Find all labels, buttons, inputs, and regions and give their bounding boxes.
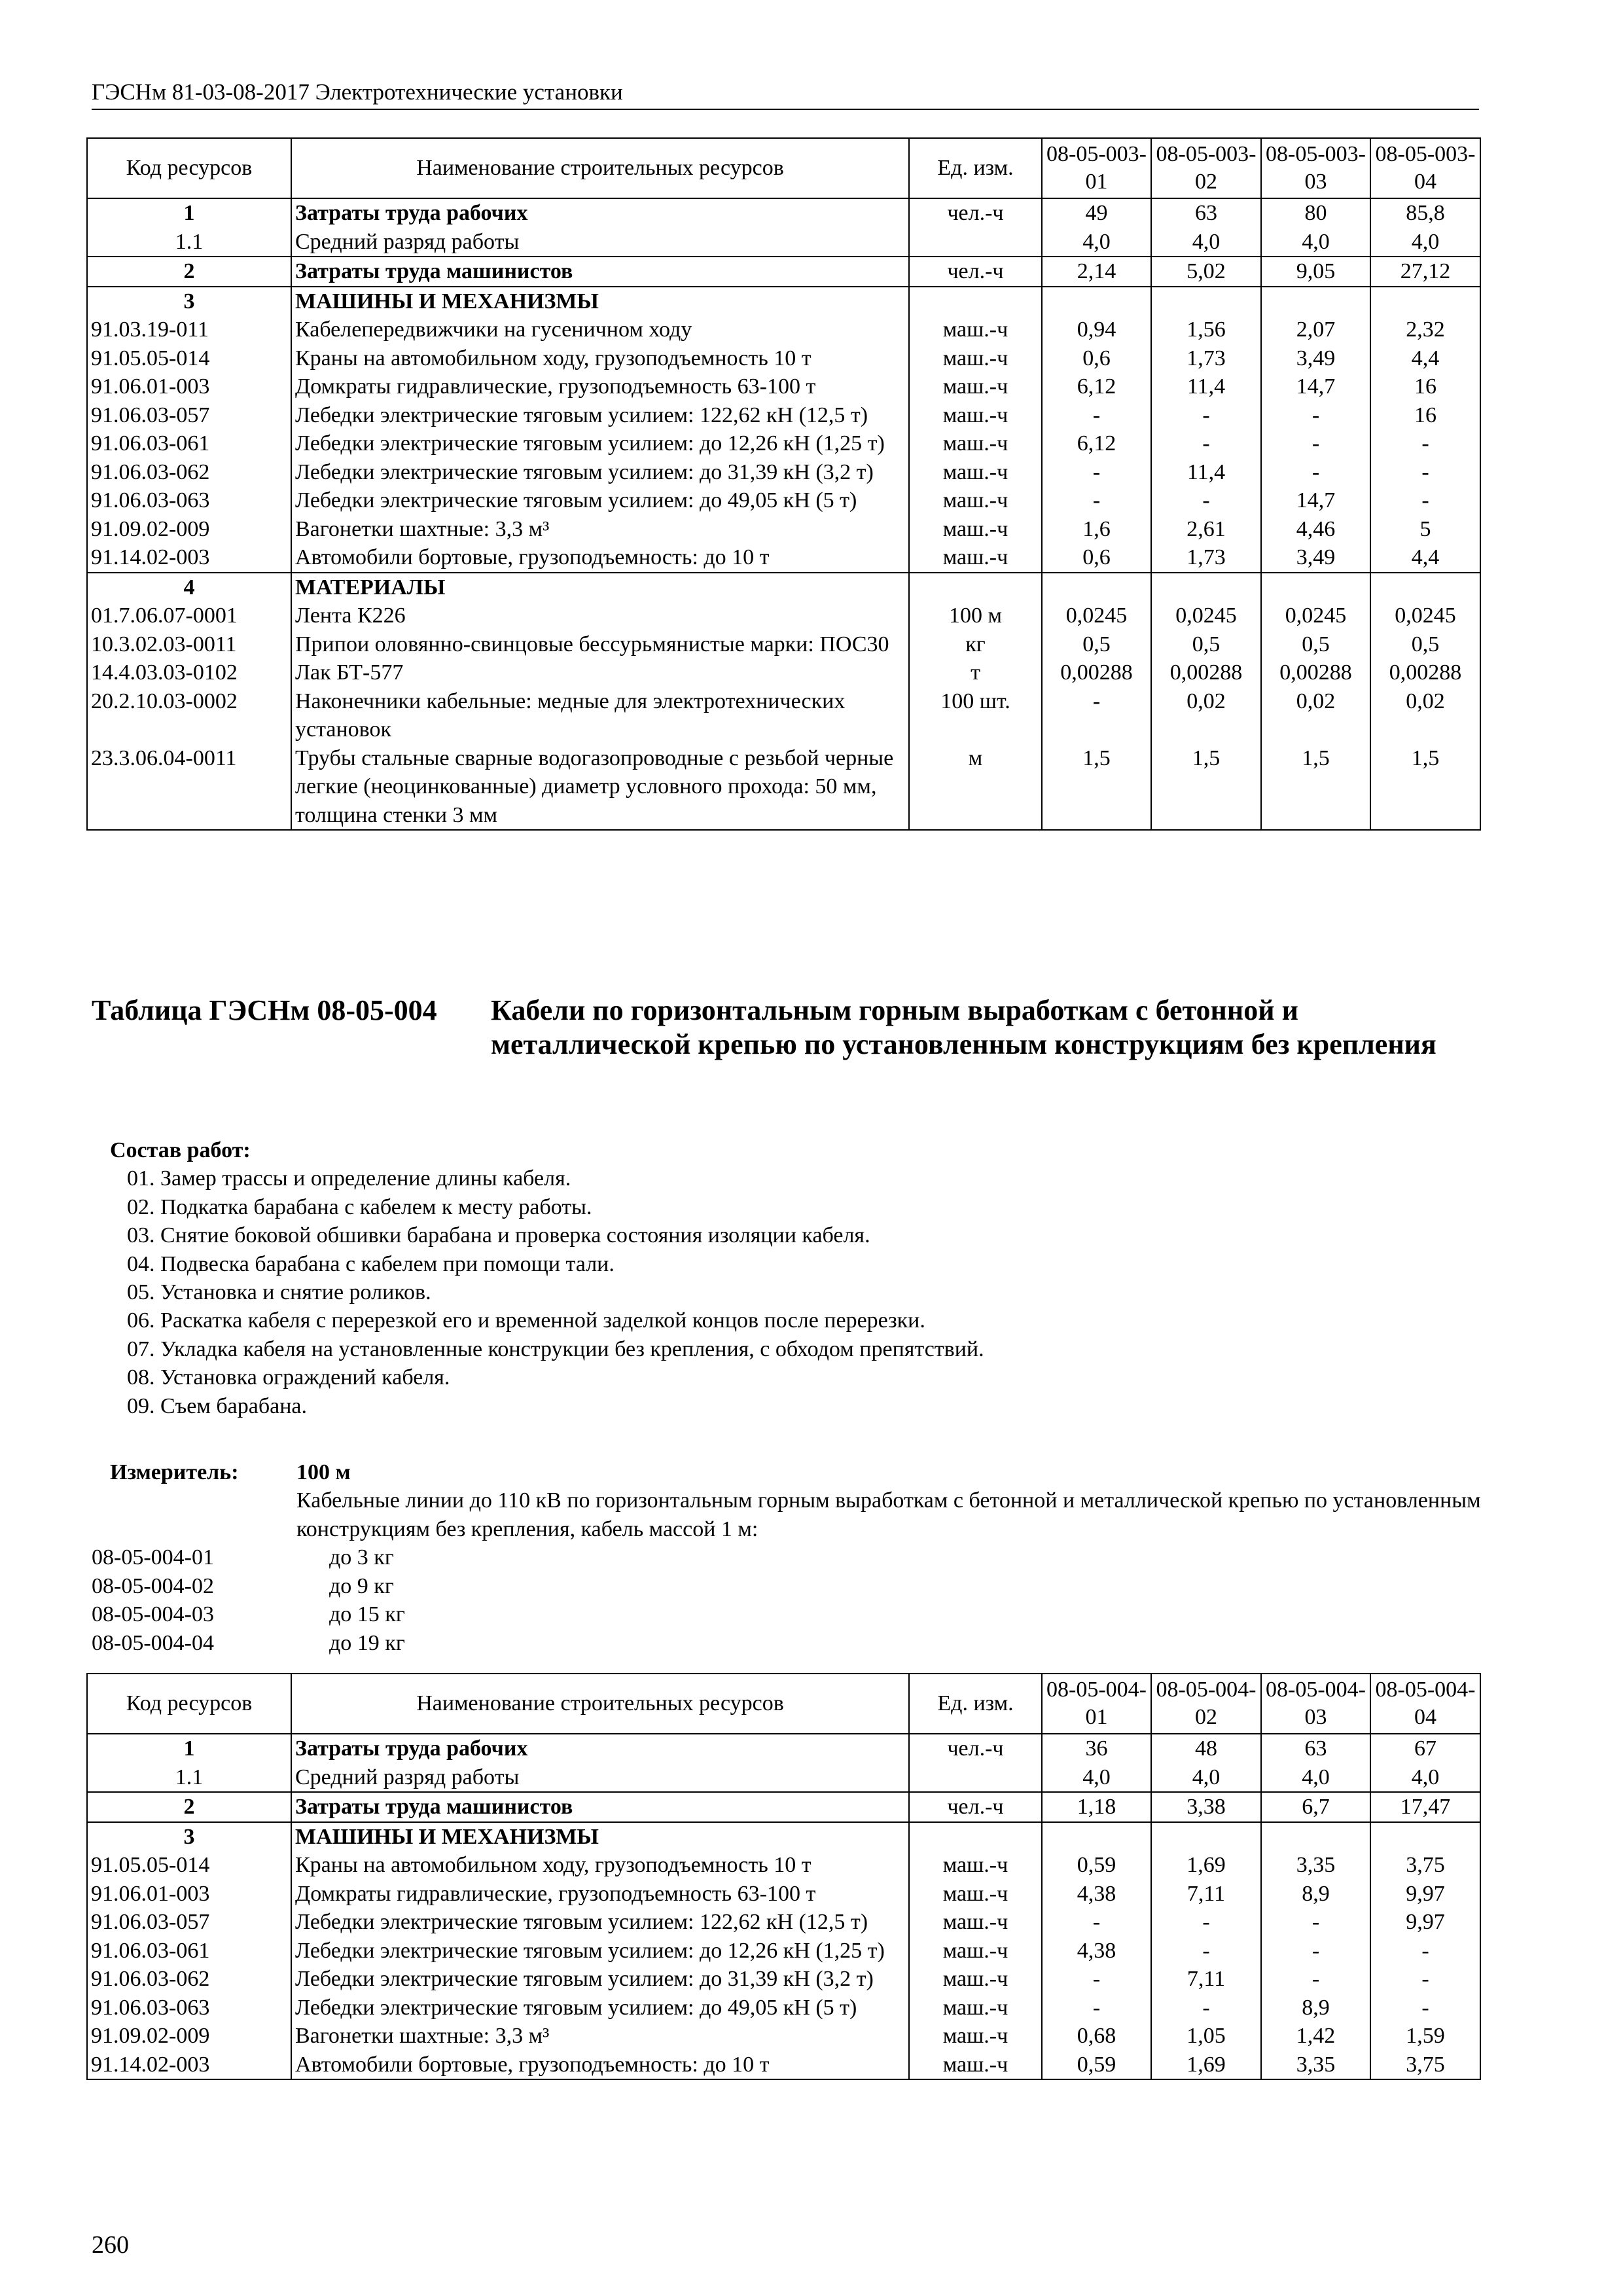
resource-name: Автомобили бортовые, грузоподъемность: до 10 т <box>291 2051 909 2080</box>
col-header-norm-3: 08-05-004-03 <box>1261 1674 1370 1734</box>
norm-value-4: 0,5 <box>1370 630 1480 659</box>
resource-unit: 100 м <box>909 601 1042 630</box>
resource-unit: чел.-ч <box>909 257 1042 287</box>
resource-code: 3 <box>87 1822 291 1852</box>
resource-code: 91.06.03-062 <box>87 1965 291 1994</box>
norm-value-2: 7,11 <box>1151 1880 1261 1909</box>
resource-unit: маш.-ч <box>909 543 1042 573</box>
col-header-norm-1: 08-05-003-01 <box>1042 138 1151 198</box>
col-header-unit: Ед. изм. <box>909 1674 1042 1734</box>
resource-name: Лак БТ-577 <box>291 658 909 687</box>
table-row <box>87 1908 1480 1937</box>
table-row <box>87 744 1480 831</box>
norm-value-4: 27,12 <box>1370 257 1480 287</box>
norm-value-3 <box>1261 573 1370 602</box>
norm-value-2 <box>1151 287 1261 316</box>
resource-unit: м <box>909 744 1042 831</box>
norm-value-1: - <box>1042 1965 1151 1994</box>
table-row <box>87 1763 1480 1793</box>
norm-value-4: 3,75 <box>1370 2051 1480 2080</box>
work-step: 03. Снятие боковой обшивки барабана и проверка состояния изоляции кабеля. <box>127 1223 870 1248</box>
table-row <box>87 1937 1480 1965</box>
resource-unit <box>909 228 1042 257</box>
resource-code: 4 <box>87 573 291 602</box>
resource-code: 1 <box>87 1734 291 1763</box>
norm-code: 08-05-004-02 <box>92 1573 214 1598</box>
table-row <box>87 1965 1480 1994</box>
norm-value-3: - <box>1261 1908 1370 1937</box>
norm-value-4: 17,47 <box>1370 1792 1480 1822</box>
table-row <box>87 486 1480 515</box>
norm-value-1: 0,68 <box>1042 2022 1151 2051</box>
norm-code-row <box>92 1543 877 1572</box>
resource-unit: маш.-ч <box>909 2022 1042 2051</box>
resource-name: Краны на автомобильном ходу, грузоподъемность 10 т <box>291 1851 909 1880</box>
meter-value: 100 м <box>296 1460 351 1484</box>
norm-value-1: 0,59 <box>1042 2051 1151 2080</box>
norm-value-4: - <box>1370 1994 1480 2022</box>
norm-value-1: 4,38 <box>1042 1880 1151 1909</box>
norm-value-2: - <box>1151 429 1261 458</box>
norm-value-2: 4,0 <box>1151 1763 1261 1793</box>
resource-name: Лебедки электрические тяговым усилием: до 31,39 кН (3,2 т) <box>291 458 909 487</box>
resource-name: МАШИНЫ И МЕХАНИЗМЫ <box>291 1822 909 1852</box>
col-header-unit: Ед. изм. <box>909 138 1042 198</box>
col-header-norm-2: 08-05-003-02 <box>1151 138 1261 198</box>
table-group-row <box>87 1792 1480 1822</box>
norm-value-1: 49 <box>1042 198 1151 228</box>
norm-value-3: 80 <box>1261 198 1370 228</box>
table-row <box>87 401 1480 430</box>
resource-unit: чел.-ч <box>909 1734 1042 1763</box>
norm-value-4: 85,8 <box>1370 198 1480 228</box>
resource-code: 91.06.03-061 <box>87 429 291 458</box>
resource-unit: маш.-ч <box>909 2051 1042 2080</box>
resource-name: Вагонетки шахтные: 3,3 м³ <box>291 2022 909 2051</box>
norm-value-3: 6,7 <box>1261 1792 1370 1822</box>
running-header <box>92 77 1479 110</box>
norm-value-1: 0,00288 <box>1042 658 1151 687</box>
col-header-norm-1: 08-05-004-01 <box>1042 1674 1151 1734</box>
norm-value-1: - <box>1042 401 1151 430</box>
resource-code: 1.1 <box>87 228 291 257</box>
norm-value-1: 0,94 <box>1042 315 1151 344</box>
resource-unit: чел.-ч <box>909 1792 1042 1822</box>
norm-value-4: 4,4 <box>1370 344 1480 373</box>
resource-unit: маш.-ч <box>909 1880 1042 1909</box>
table-row <box>87 344 1480 373</box>
norm-value-2: 63 <box>1151 198 1261 228</box>
table-header-row <box>87 1674 1480 1734</box>
resource-name: Вагонетки шахтные: 3,3 м³ <box>291 515 909 544</box>
norm-value-4: 16 <box>1370 401 1480 430</box>
resources-table-08-05-003 <box>86 137 1481 831</box>
resource-code: 01.7.06.07-0001 <box>87 601 291 630</box>
norm-value-3: 8,9 <box>1261 1880 1370 1909</box>
norm-value-1: 1,6 <box>1042 515 1151 544</box>
resource-unit: маш.-ч <box>909 458 1042 487</box>
table-row <box>87 1994 1480 2022</box>
norm-value-3: 0,5 <box>1261 630 1370 659</box>
work-step: 04. Подвеска барабана с кабелем при помощи тали. <box>127 1251 615 1276</box>
norm-value-4: 5 <box>1370 515 1480 544</box>
resource-code: 91.06.03-063 <box>87 1994 291 2022</box>
work-steps-list <box>110 1164 984 1420</box>
norm-value-3: 3,49 <box>1261 543 1370 573</box>
norm-code: 08-05-004-04 <box>92 1630 214 1655</box>
norm-value-1: 4,0 <box>1042 228 1151 257</box>
norm-value-2: 1,69 <box>1151 1851 1261 1880</box>
resource-code: 10.3.02.03-0011 <box>87 630 291 659</box>
norm-value-1: 1,5 <box>1042 744 1151 831</box>
table-row <box>87 228 1480 257</box>
norm-value-4: 9,97 <box>1370 1908 1480 1937</box>
resource-name: Лебедки электрические тяговым усилием: до 12,26 кН (1,25 т) <box>291 429 909 458</box>
resource-name: Затраты труда машинистов <box>291 257 909 287</box>
norm-value-3 <box>1261 287 1370 316</box>
resource-code: 91.09.02-009 <box>87 2022 291 2051</box>
norm-value-3: 14,7 <box>1261 372 1370 401</box>
norm-value-1: - <box>1042 1908 1151 1937</box>
norm-value-2: 1,73 <box>1151 543 1261 573</box>
norm-value-4: 0,00288 <box>1370 658 1480 687</box>
norm-value-2: - <box>1151 1937 1261 1965</box>
resource-unit: маш.-ч <box>909 401 1042 430</box>
norm-value-4: 4,4 <box>1370 543 1480 573</box>
norm-value-3: 4,46 <box>1261 515 1370 544</box>
resource-name: Автомобили бортовые, грузоподъемность: до 10 т <box>291 543 909 573</box>
norm-value-4: - <box>1370 1937 1480 1965</box>
norm-value-2: 1,5 <box>1151 744 1261 831</box>
table-row <box>87 1880 1480 1909</box>
norm-value-4: 1,5 <box>1370 744 1480 831</box>
table-row <box>87 543 1480 573</box>
table-title: Кабели по горизонтальным горным выработкам с бетонной и металлической крепью по установленным конструкциям без крепления <box>491 994 1436 1060</box>
table-row <box>87 658 1480 687</box>
meter-label: Измеритель: <box>110 1460 239 1484</box>
norm-value-1: 0,59 <box>1042 1851 1151 1880</box>
norm-value-2: 11,4 <box>1151 372 1261 401</box>
col-header-norm-2: 08-05-004-02 <box>1151 1674 1261 1734</box>
norm-cable-mass: до 19 кг <box>329 1630 405 1655</box>
resource-name: Лебедки электрические тяговым усилием: 122,62 кН (12,5 т) <box>291 1908 909 1937</box>
resource-name: Затраты труда машинистов <box>291 1792 909 1822</box>
table-row <box>87 458 1480 487</box>
norm-cable-mass: до 3 кг <box>329 1545 394 1570</box>
resource-name: Краны на автомобильном ходу, грузоподъемность 10 т <box>291 344 909 373</box>
norm-value-1: - <box>1042 458 1151 487</box>
norm-value-2: 1,69 <box>1151 2051 1261 2080</box>
norm-value-1: 4,38 <box>1042 1937 1151 1965</box>
norm-value-2: - <box>1151 1908 1261 1937</box>
norm-value-4: 4,0 <box>1370 228 1480 257</box>
norm-value-1: 4,0 <box>1042 1763 1151 1793</box>
resource-unit: маш.-ч <box>909 429 1042 458</box>
norm-value-1: - <box>1042 486 1151 515</box>
norm-value-3: 3,35 <box>1261 2051 1370 2080</box>
resource-name: Наконечники кабельные: медные для электротехнических установок <box>291 687 909 744</box>
resource-unit: маш.-ч <box>909 1994 1042 2022</box>
norm-value-4 <box>1370 1822 1480 1852</box>
norm-value-3: 2,07 <box>1261 315 1370 344</box>
resource-name: МАШИНЫ И МЕХАНИЗМЫ <box>291 287 909 316</box>
norm-value-2: 1,56 <box>1151 315 1261 344</box>
norm-value-1: 1,18 <box>1042 1792 1151 1822</box>
norm-value-3: 3,35 <box>1261 1851 1370 1880</box>
norm-value-4: - <box>1370 458 1480 487</box>
norm-cable-mass: до 9 кг <box>329 1573 394 1598</box>
norm-value-2: 0,5 <box>1151 630 1261 659</box>
table-group-row <box>87 257 1480 287</box>
table-group-row <box>87 573 1480 602</box>
resource-name: Затраты труда рабочих <box>291 1734 909 1763</box>
resource-code: 1 <box>87 198 291 228</box>
work-composition <box>110 1136 984 1420</box>
resource-name: Средний разряд работы <box>291 1763 909 1793</box>
norm-value-1: 36 <box>1042 1734 1151 1763</box>
resource-code: 91.06.03-062 <box>87 458 291 487</box>
resource-unit: маш.-ч <box>909 315 1042 344</box>
resource-code: 91.06.03-063 <box>87 486 291 515</box>
resource-unit: маш.-ч <box>909 1937 1042 1965</box>
norm-value-2: 3,38 <box>1151 1792 1261 1822</box>
resource-name: Лента К226 <box>291 601 909 630</box>
col-header-norm-4: 08-05-003-04 <box>1370 138 1480 198</box>
norm-value-2: - <box>1151 1994 1261 2022</box>
resource-code: 91.09.02-009 <box>87 515 291 544</box>
resource-code: 91.06.03-061 <box>87 1937 291 1965</box>
col-header-norm-4: 08-05-004-04 <box>1370 1674 1480 1734</box>
resource-unit <box>909 287 1042 316</box>
norm-value-2: 7,11 <box>1151 1965 1261 1994</box>
norm-value-3: - <box>1261 1965 1370 1994</box>
col-header-name: Наименование строительных ресурсов <box>291 138 909 198</box>
norm-value-3: 63 <box>1261 1734 1370 1763</box>
norm-value-3: 1,42 <box>1261 2022 1370 2051</box>
norm-value-4: - <box>1370 486 1480 515</box>
norm-value-3: - <box>1261 401 1370 430</box>
meter-description: Кабельные линии до 110 кВ по горизонтальным горным выработкам с бетонной и металлической крепью по установленным конструкциям без крепления, кабель массой 1 м: <box>296 1488 1481 1541</box>
norm-value-3: 8,9 <box>1261 1994 1370 2022</box>
work-composition-heading: Состав работ: <box>110 1138 251 1162</box>
norm-value-4: 3,75 <box>1370 1851 1480 1880</box>
work-step: 01. Замер трассы и определение длины кабеля. <box>127 1166 571 1191</box>
table-row <box>87 372 1480 401</box>
resource-code: 91.06.03-057 <box>87 401 291 430</box>
col-header-code: Код ресурсов <box>87 138 291 198</box>
norm-value-2: 4,0 <box>1151 228 1261 257</box>
resource-name: Трубы стальные сварные водогазопроводные с резьбой черные легкие (неоцинкованные) диаметр условного прохода: 50 мм, толщина стенки 3 мм <box>291 744 909 831</box>
resource-name: МАТЕРИАЛЫ <box>291 573 909 602</box>
col-header-norm-3: 08-05-003-03 <box>1261 138 1370 198</box>
resource-code: 91.06.01-003 <box>87 372 291 401</box>
norm-value-3: - <box>1261 1937 1370 1965</box>
norm-cable-mass: до 15 кг <box>329 1602 405 1626</box>
resource-code: 91.14.02-003 <box>87 2051 291 2080</box>
norm-code: 08-05-004-03 <box>92 1602 214 1626</box>
norm-value-2: 11,4 <box>1151 458 1261 487</box>
norm-value-1: 0,6 <box>1042 344 1151 373</box>
norm-value-4: 4,0 <box>1370 1763 1480 1793</box>
norm-value-4: - <box>1370 429 1480 458</box>
norm-value-3: 14,7 <box>1261 486 1370 515</box>
norm-value-3: - <box>1261 429 1370 458</box>
norm-value-4: - <box>1370 1965 1480 1994</box>
table-row <box>87 687 1480 744</box>
work-step: 05. Установка и снятие роликов. <box>127 1280 431 1305</box>
norm-value-4: 9,97 <box>1370 1880 1480 1909</box>
table-row <box>87 630 1480 659</box>
resource-name: Домкраты гидравлические, грузоподъемность 63-100 т <box>291 1880 909 1909</box>
norm-value-3: 4,0 <box>1261 1763 1370 1793</box>
norm-code-row <box>92 1572 877 1601</box>
resource-unit <box>909 1822 1042 1852</box>
norm-value-4 <box>1370 287 1480 316</box>
norm-value-1: 0,6 <box>1042 543 1151 573</box>
resource-name: Лебедки электрические тяговым усилием: до 49,05 кН (5 т) <box>291 1994 909 2022</box>
resource-unit: маш.-ч <box>909 372 1042 401</box>
norm-value-1: - <box>1042 1994 1151 2022</box>
norm-value-4: 67 <box>1370 1734 1480 1763</box>
table-group-row <box>87 1734 1480 1763</box>
norm-value-2: 0,02 <box>1151 687 1261 744</box>
resource-unit: маш.-ч <box>909 1908 1042 1937</box>
resource-code: 91.14.02-003 <box>87 543 291 573</box>
running-header-title: ГЭСНм 81-03-08-2017 Электротехнические установки <box>92 79 623 105</box>
norm-value-3: 0,0245 <box>1261 601 1370 630</box>
norm-value-1 <box>1042 1822 1151 1852</box>
table-number-label: Таблица ГЭСНм 08-05-004 <box>92 994 437 1026</box>
norm-value-1 <box>1042 287 1151 316</box>
norm-value-3: 0,00288 <box>1261 658 1370 687</box>
table-row <box>87 601 1480 630</box>
norm-value-1: 0,5 <box>1042 630 1151 659</box>
resource-name: Лебедки электрические тяговым усилием: 122,62 кН (12,5 т) <box>291 401 909 430</box>
table-group-row <box>87 287 1480 316</box>
resource-code: 91.06.01-003 <box>87 1880 291 1909</box>
col-header-code: Код ресурсов <box>87 1674 291 1734</box>
resource-unit: маш.-ч <box>909 515 1042 544</box>
table-row <box>87 1851 1480 1880</box>
norm-value-3: 3,49 <box>1261 344 1370 373</box>
norm-value-1: 6,12 <box>1042 429 1151 458</box>
work-step: 07. Укладка кабеля на установленные конструкции без крепления, с обходом препятствий. <box>127 1336 984 1361</box>
norm-value-3: 4,0 <box>1261 228 1370 257</box>
norm-value-4: 0,0245 <box>1370 601 1480 630</box>
norm-value-4 <box>1370 573 1480 602</box>
norm-value-3 <box>1261 1822 1370 1852</box>
resource-unit: кг <box>909 630 1042 659</box>
resources-table-08-05-004 <box>86 1673 1481 2080</box>
norm-value-2: - <box>1151 486 1261 515</box>
resource-unit <box>909 1763 1042 1793</box>
table-row <box>87 515 1480 544</box>
norm-value-1: - <box>1042 687 1151 744</box>
resource-unit: маш.-ч <box>909 344 1042 373</box>
resource-code: 91.05.05-014 <box>87 344 291 373</box>
norm-value-3: 9,05 <box>1261 257 1370 287</box>
resource-unit <box>909 573 1042 602</box>
page-number: 260 <box>92 2231 129 2259</box>
work-step: 02. Подкатка барабана с кабелем к месту работы. <box>127 1194 592 1219</box>
resource-name: Затраты труда рабочих <box>291 198 909 228</box>
table-group-row <box>87 198 1480 228</box>
resource-unit: маш.-ч <box>909 1851 1042 1880</box>
resource-code: 91.05.05-014 <box>87 1851 291 1880</box>
norm-value-2 <box>1151 1822 1261 1852</box>
norm-value-3: 1,5 <box>1261 744 1370 831</box>
work-step: 06. Раскатка кабеля с перерезкой его и временной заделкой концов после перерезки. <box>127 1308 925 1333</box>
resource-code: 2 <box>87 257 291 287</box>
norm-value-2: 0,0245 <box>1151 601 1261 630</box>
norm-value-4: 2,32 <box>1370 315 1480 344</box>
norm-value-2: 5,02 <box>1151 257 1261 287</box>
table-row <box>87 429 1480 458</box>
resource-unit: маш.-ч <box>909 486 1042 515</box>
norm-value-2: - <box>1151 401 1261 430</box>
resource-code: 2 <box>87 1792 291 1822</box>
table-group-row <box>87 1822 1480 1852</box>
table-header-row <box>87 138 1480 198</box>
norm-code: 08-05-004-01 <box>92 1545 214 1570</box>
resource-name: Лебедки электрические тяговым усилием: до 31,39 кН (3,2 т) <box>291 1965 909 1994</box>
resource-code: 23.3.06.04-0011 <box>87 744 291 831</box>
norm-value-1: 2,14 <box>1042 257 1151 287</box>
norm-value-2 <box>1151 573 1261 602</box>
table-row <box>87 315 1480 344</box>
norm-value-3: - <box>1261 458 1370 487</box>
resource-code: 14.4.03.03-0102 <box>87 658 291 687</box>
resource-unit: т <box>909 658 1042 687</box>
resource-unit: чел.-ч <box>909 198 1042 228</box>
resource-code: 3 <box>87 287 291 316</box>
resource-code: 20.2.10.03-0002 <box>87 687 291 744</box>
table-row <box>87 2051 1480 2080</box>
resource-code: 91.06.03-057 <box>87 1908 291 1937</box>
norm-value-3: 0,02 <box>1261 687 1370 744</box>
norm-value-2: 0,00288 <box>1151 658 1261 687</box>
resource-unit: 100 шт. <box>909 687 1042 744</box>
table-row <box>87 2022 1480 2051</box>
resource-code: 91.03.19-011 <box>87 315 291 344</box>
norm-value-4: 1,59 <box>1370 2022 1480 2051</box>
work-step: 08. Установка ограждений кабеля. <box>127 1365 450 1390</box>
norm-value-1 <box>1042 573 1151 602</box>
resource-name: Лебедки электрические тяговым усилием: до 12,26 кН (1,25 т) <box>291 1937 909 1965</box>
work-step: 09. Съем барабана. <box>127 1393 308 1418</box>
norm-value-4: 0,02 <box>1370 687 1480 744</box>
resource-name: Лебедки электрические тяговым усилием: до 49,05 кН (5 т) <box>291 486 909 515</box>
norm-value-2: 1,05 <box>1151 2022 1261 2051</box>
resource-name: Домкраты гидравлические, грузоподъемность 63-100 т <box>291 372 909 401</box>
norm-value-2: 2,61 <box>1151 515 1261 544</box>
norm-value-1: 0,0245 <box>1042 601 1151 630</box>
resource-name: Кабелепередвижчики на гусеничном ходу <box>291 315 909 344</box>
norm-value-2: 1,73 <box>1151 344 1261 373</box>
resource-name: Припои оловянно-свинцовые бессурьмянистые марки: ПОС30 <box>291 630 909 659</box>
resource-code: 1.1 <box>87 1763 291 1793</box>
resource-name: Средний разряд работы <box>291 228 909 257</box>
norm-value-2: 48 <box>1151 1734 1261 1763</box>
norm-code-list <box>92 1543 877 1657</box>
norm-code-row <box>92 1629 877 1658</box>
norm-value-1: 6,12 <box>1042 372 1151 401</box>
norm-value-4: 16 <box>1370 372 1480 401</box>
col-header-name: Наименование строительных ресурсов <box>291 1674 909 1734</box>
resource-unit: маш.-ч <box>909 1965 1042 1994</box>
norm-code-row <box>92 1600 877 1629</box>
